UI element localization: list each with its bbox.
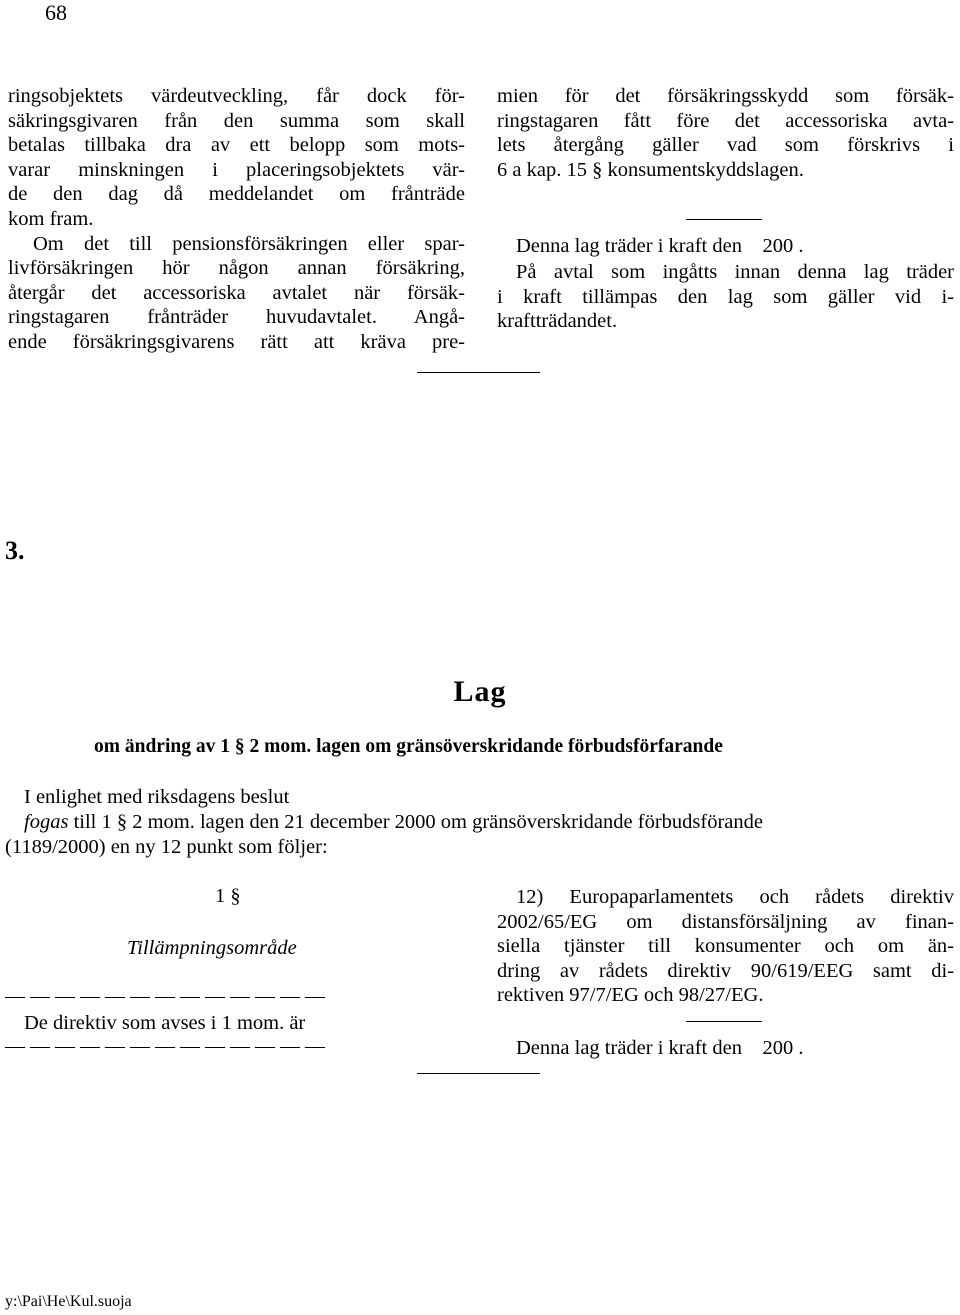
left-line-1: ringsobjektets värdeutveckling, får dock för- bbox=[8, 85, 465, 107]
left-line-10: ringstagaren frånträder huvudavtalet. Angå- bbox=[8, 306, 465, 329]
section-separator bbox=[417, 372, 540, 373]
left-line-6: kom fram. bbox=[8, 207, 94, 230]
left-line-11: ende försäkringsgivarens rätt att kräva pre- bbox=[8, 330, 465, 353]
left-line-8: livförsäkringen hör någon annan försäkring, bbox=[8, 257, 465, 280]
right-line-4: 6 a kap. 15 § konsumentskyddslagen. bbox=[497, 158, 804, 181]
left-line-7: Om det till pensionsförsäkringen eller spar- bbox=[33, 232, 465, 255]
left-line-9: återgår det accessoriska avtalet när försäk- bbox=[8, 281, 465, 304]
footer-path: y:\Pai\He\Kul.suoja bbox=[5, 1293, 132, 1310]
transition-line-3: kraftträdandet. bbox=[497, 310, 618, 333]
directive-line-4: dring av rådets direktiv 90/619/EEG samt di- bbox=[497, 959, 954, 982]
transition-line-1: På avtal som ingåtts innan denna lag träder bbox=[516, 261, 954, 283]
left-line-5: de den dag då meddelandet om frånträde bbox=[8, 183, 465, 206]
preamble-line-2-rest: till 1 § 2 mom. lagen den 21 december 2000 om gränsöverskridande förbudsförande bbox=[68, 811, 763, 833]
lower-right-separator bbox=[686, 1021, 762, 1022]
right-line-3: lets återgång gäller vad som förskrivs i bbox=[497, 134, 954, 157]
right-separator bbox=[686, 219, 762, 220]
right-line-2: ringstagaren fått före det accessoriska avta- bbox=[497, 109, 954, 132]
dash-line-1: — — — — — — — — — — — — — bbox=[5, 985, 325, 1007]
end-separator bbox=[417, 1073, 540, 1074]
left-column bbox=[8, 84, 465, 355]
preamble-line-1: I enlighet med riksdagens beslut bbox=[24, 786, 290, 808]
right-line-1: mien för det försäkringsskydd som försäk- bbox=[497, 85, 954, 107]
directive-line-5: rektiven 97/7/EG och 98/27/EG. bbox=[497, 984, 764, 1007]
right-column bbox=[497, 84, 954, 182]
left-line-3: betalas tillbaka dra av ett belopp som mots- bbox=[8, 134, 465, 157]
directive-list bbox=[497, 885, 954, 1008]
transition-line-2: i kraft tillämpas den lag som gäller vid i- bbox=[497, 285, 954, 308]
directive-intro: De direktiv som avses i 1 mom. är bbox=[24, 1012, 306, 1034]
section-number: 3. bbox=[5, 536, 25, 565]
directive-line-3: siella tjänster till konsumenter och om än- bbox=[497, 935, 954, 958]
law-title: Lag bbox=[453, 675, 507, 708]
left-line-2: säkringsgivaren från den summa som skall bbox=[8, 109, 465, 132]
preamble-line-3: (1189/2000) en ny 12 punkt som följer: bbox=[5, 836, 328, 858]
transition-provision bbox=[497, 260, 954, 334]
directive-line-1: 12) Europaparlamentets och rådets direktiv bbox=[516, 886, 954, 908]
section-title: Tillämpningsområde bbox=[127, 937, 297, 959]
preamble-fogas: fogas bbox=[24, 811, 69, 833]
entry-into-force: Denna lag träder i kraft den 200 . bbox=[516, 235, 804, 257]
section-heading: 1 § bbox=[215, 885, 241, 907]
preamble-line-2 bbox=[24, 810, 763, 835]
law-subtitle: om ändring av 1 § 2 mom. lagen om gränsöverskridande förbudsförfarande bbox=[94, 736, 723, 757]
directive-line-2: 2002/65/EG om distansförsäljning av finan- bbox=[497, 910, 954, 933]
left-line-4: varar minskningen i placeringsobjektets vär- bbox=[8, 158, 465, 181]
lower-entry-into-force: Denna lag träder i kraft den 200 . bbox=[516, 1037, 804, 1059]
dash-line-2: — — — — — — — — — — — — — bbox=[5, 1035, 325, 1057]
page-number: 68 bbox=[45, 0, 67, 25]
